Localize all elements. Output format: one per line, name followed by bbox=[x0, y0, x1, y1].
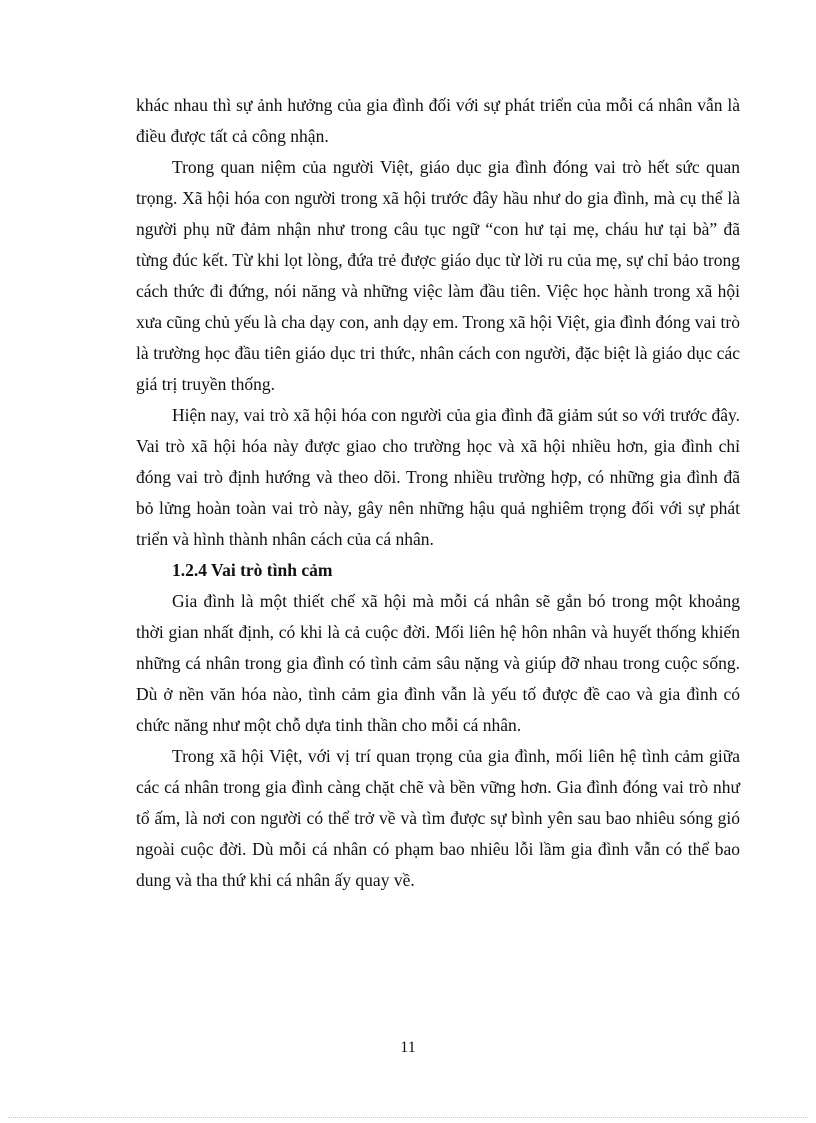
paragraph-family-institution: Gia đình là một thiết chế xã hội mà mỗi cá nhân sẽ gắn bó trong một khoảng thời gian nhất định, có khi là cả cuộc đời. Mối liên hệ hôn nhân và huyết thống khiến những cá nhân trong gia đình có tình cảm sâu nặng và giúp đỡ nhau trong cuộc sống. Dù ở nền văn hóa nào, tình cảm gia đình vẫn là yếu tố được đề cao và gia đình có chức năng như một chỗ dựa tinh thần cho mỗi cá nhân. bbox=[136, 591, 740, 735]
paragraph-current-role: Hiện nay, vai trò xã hội hóa con người của gia đình đã giảm sút so với trước đây. Vai trò xã hội hóa này được giao cho trường học và xã hội nhiều hơn, gia đình chỉ đóng vai trò định hướng và theo dõi. Trong nhiều trường hợp, có những gia đình đã bỏ lửng hoàn toàn vai trò này, gây nên những hậu quả nghiêm trọng đối với sự phát triển và hình thành nhân cách của cá nhân. bbox=[136, 405, 740, 549]
page-number: 11 bbox=[400, 1039, 416, 1056]
paragraph-family-home: Trong xã hội Việt, với vị trí quan trọng của gia đình, mối liên hệ tình cảm giữa các cá nhân trong gia đình càng chặt chẽ và bền vững hơn. Gia đình đóng vai trò như tổ ấm, là nơi con người có thể trở về và tìm được sự bình yên sau bao nhiêu sóng gió ngoài cuộc đời. Dù mỗi cá nhân có phạm bao nhiêu lỗi lầm gia đình vẫn có thể bao dung và tha thứ khi cá nhân ấy quay về. bbox=[136, 746, 740, 890]
paragraph-family-education: Trong quan niệm của người Việt, giáo dục gia đình đóng vai trò hết sức quan trọng. Xã hội hóa con người trong xã hội trước đây hầu như do gia đình, mà cụ thể là người phụ nữ đảm nhận như trong câu tục ngữ “con hư tại mẹ, cháu hư tại bà” đã từng đúc kết. Từ khi lọt lòng, đứa trẻ được giáo dục từ lời ru của mẹ, sự chỉ bảo trong cách thức đi đứng, nói năng và những việc làm đầu tiên. Việc học hành trong xã hội xưa cũng chủ yếu là cha dạy con, anh dạy em. Trong xã hội Việt, gia đình đóng vai trò là trường học đầu tiên giáo dục tri thức, nhân cách con người, đặc biệt là giáo dục các giá trị truyền thống. bbox=[136, 157, 740, 394]
page-bottom-divider bbox=[8, 1117, 808, 1118]
section-heading: 1.2.4 Vai trò tình cảm bbox=[172, 560, 333, 580]
page-body bbox=[136, 90, 740, 896]
paragraph-continuation: khác nhau thì sự ảnh hưởng của gia đình đối với sự phát triển của mỗi cá nhân vẫn là điều được tất cả công nhận. bbox=[136, 95, 740, 146]
